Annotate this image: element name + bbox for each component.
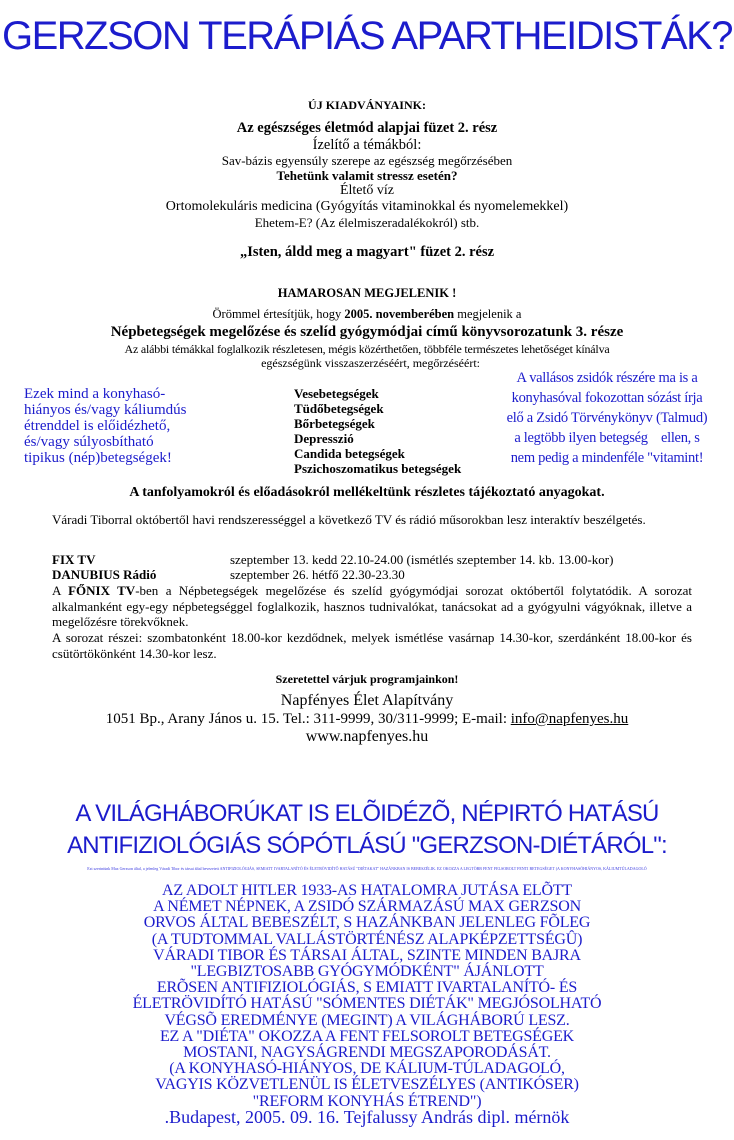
- statement-line: ERÕSEN ANTIFIZIOLÓGIÁS, S EMIATT IVARTALANÍTÓ- ÉS: [156, 979, 578, 997]
- topic-item: Éltető víz: [339, 183, 395, 198]
- page-title: GERZSON TERÁPIÁS APARTHEIDISTÁK?: [2, 14, 732, 58]
- annotation-left: [24, 386, 274, 466]
- signature: .Budapest, 2005. 09. 16. Tejfalussy András dipl. mérnök: [164, 1107, 570, 1127]
- publications-section: [0, 98, 734, 261]
- sampler-label: Ízelítő a témákból:: [312, 137, 422, 153]
- annotation-left-line: és/vagy súlyosbítható: [24, 434, 154, 450]
- annotation-right-line: elő a Zsidó Törvénykönyv (Talmud): [506, 410, 708, 426]
- statement-line: VÁRADI TIBOR ÉS TÁRSAI ÁLTAL, SZINTE MINDEN BAJRA: [153, 946, 581, 964]
- schedule-channel: FIX TV: [52, 552, 96, 567]
- schedule-time: szeptember 13. kedd 22.10-24.00 (ismétlés szeptember 14. kb. 13.00-kor): [230, 552, 614, 567]
- fonix-channel: FŐNIX TV: [68, 583, 136, 598]
- statement-line: (A TUDTOMMAL VALLÁSTÖRTÉNÉSZ ALAPKÉPZETTSÉGÛ): [151, 930, 583, 948]
- book-title: Népbetegségek megelőzése és szelíd gyógymódjai című könyvsorozatunk 3. része: [110, 324, 624, 340]
- statement-line: AZ ADOLT HITLER 1933-AS HATALOMRA JUTÁSA ELÕTT: [162, 882, 572, 899]
- annotation-right-line: A vallásos zsidók részére ma is a: [516, 370, 698, 386]
- courses-line: A tanfolyamokról és előadásokról mellékeltünk részletes tájékoztató anyagokat.: [129, 485, 605, 500]
- statement-block: [0, 880, 734, 1110]
- topic-item: Sav-bázis egyensúly szerepe az egészség megőrzésében: [221, 153, 513, 168]
- statement-line: VAGYIS KÖZVETLENÜL IS ÉLETVESZÉLYES (ANTIKÓSER): [155, 1076, 579, 1094]
- statement-line: (A KONYHASÓ-HIÁNYOS, DE KÁLIUM-TÚLADAGOLÓ,: [169, 1060, 565, 1078]
- statement-line: ORVOS ÁLTAL BEBESZÉLT, S HAZÁNKBAN JELENLEG FÕLEG: [143, 914, 591, 932]
- topic-item: Ehetem-E? (Az élelmiszeradalékokról) stb.: [254, 215, 480, 230]
- annotation-right-line: a legtöbb ilyen betegség ellen, s: [514, 430, 700, 446]
- annotation-left-line: étrenddel is előidézhető,: [24, 418, 171, 434]
- statement-line: VÉGSÕ EREDMÉNYE (MEGINT) A VILÁGHÁBORÚ LESZ.: [164, 1011, 570, 1029]
- disease-list: [294, 386, 461, 476]
- intro-line-2: egészségünk visszaszerzéséért, megőrzéséért:: [261, 356, 480, 370]
- disease-item: Tüdőbetegségek: [294, 401, 384, 416]
- fonix-paragraph: [52, 583, 692, 630]
- schedule-time: szeptember 26. hétfő 22.30-23.30: [230, 567, 405, 582]
- fonix-text: A: [52, 583, 69, 598]
- schedule-row: [52, 567, 613, 582]
- announce-pre: Örömmel értesítjük, hogy: [212, 307, 345, 321]
- disease-item: Candida betegségek: [294, 446, 405, 461]
- headline-line: A VILÁGHÁBORÚKAT IS ELÕIDÉZÕ, NÉPIRTÓ HATÁSÚ: [75, 800, 659, 827]
- schedule-channel: DANUBIUS Rádió: [52, 567, 157, 582]
- schedule-table: [52, 552, 613, 582]
- annotation-left-line: tipikus (nép)betegségek!: [24, 450, 172, 466]
- annotation-right: [480, 368, 734, 468]
- publications-heading: ÚJ KIADVÁNYAINK:: [308, 98, 426, 112]
- statement-line: "LEGBIZTOSABB GYÓGYMÓDKÉNT" ÁJÁNLOTT: [190, 963, 544, 981]
- upcoming-heading: HAMAROSAN MEGJELENIK !: [277, 286, 457, 300]
- statement-line: A NÉMET NÉPNEK, A ZSIDÓ SZÁRMAZÁSÚ MAX GERZSON: [153, 898, 581, 916]
- annotation-right-line: nem pedig a mindenféle "vitamint!: [510, 450, 704, 466]
- website-link[interactable]: www.napfenyes.hu: [305, 728, 429, 745]
- announce-post: megjelenik a: [454, 307, 522, 321]
- topic-item: Ortomolekuláris medicina (Gyógyítás vitaminokkal és nyomelemekkel): [165, 199, 569, 214]
- org-address: 1051 Bp., Arany János u. 15. Tel.: 311-9999, 30/311-9999; E-mail:: [105, 711, 511, 727]
- disease-item: Bőrbetegségek: [294, 416, 375, 431]
- tiny-caption: Ezt szerintünk Max Gerzson által, a jelenleg Váradi Tibor és társai által bevezetett ANTIFIZIOLÓGIÁS, SEMIATT IVARTALANÍTÓ ÉS ÉLETRÖVIDÍTŐ HATÁSÚ "DIÉTAKAT" HAZÁNKBAN IS BEBESZÉLIK. EZ OKOZZA A LEGTÖBB FENT FELSOROLT FENTI BETEGSÉGET (A KONYHASÓHIÁNYOS, KÁLIUMTÚLADAGOLÓ: [87, 866, 647, 871]
- email-link[interactable]: info@napfenyes.hu: [510, 711, 629, 727]
- disease-item: Depresszió: [294, 431, 354, 446]
- announce-line: [0, 307, 734, 321]
- headline-line: ANTIFIZIOLÓGIÁS SÓPÓTLÁSÚ "GERZSON-DIÉTÁRÓL":: [67, 832, 667, 859]
- tv-intro: Váradi Tiborral októbertől havi rendszerességgel a következő TV és rádió műsorokban lesz interaktív beszélgetés.: [52, 512, 646, 527]
- org-contact: [0, 710, 734, 728]
- org-name: Napfényes Élet Alapítvány: [280, 692, 454, 709]
- annotation-right-line: konyhasóval fokozottan sózást írja: [511, 390, 703, 406]
- schedule-row: [52, 552, 613, 567]
- disease-item: Vesebetegségek: [294, 386, 379, 401]
- intro-line-1: Az alábbi témákkal foglalkozik részletesen, mégis közérthetően, többféle természetes lehetőséget kínálva: [124, 342, 610, 356]
- fonix-text: -ben a Népbetegségek megelőzése és szelíd gyógymódjai sorozat októbertől folytatódik. A sorozat alkalmanként egy-egy népbetegséggel foglalkozik, hasznos tudnivalókat, tanácsokat ad a gyógyulni vágyóknak, illetve a megelőzésre törekvőknek.: [52, 583, 693, 629]
- series-paragraph: A sorozat részei: szombatonként 18.00-kor kezdődnek, melyek ismétlése vasárnap 14.30-kor, szerdánként 18.00-kor és csütörtökönként 14.30-kor lesz.: [52, 630, 692, 661]
- annotation-left-line: hiányos és/vagy káliumdús: [24, 402, 187, 418]
- topic-item: Tehetünk valamit stressz esetén?: [276, 168, 458, 183]
- statement-line: ÉLETRÖVIDÍTÓ HATÁSÚ "SÓMENTES DIÉTÁK" MEGJÓSOLHATÓ: [132, 995, 602, 1013]
- booklet2-title: „Isten, áldd meg a magyart" füzet 2. rész: [239, 244, 495, 260]
- booklet1-title: Az egészséges életmód alapjai füzet 2. rész: [236, 120, 498, 136]
- announce-date: 2005. novemberében: [344, 307, 455, 321]
- disease-item: Pszichoszomatikus betegségek: [294, 461, 462, 476]
- statement-line: "REFORM KONYHÁS ÉTREND"): [252, 1092, 482, 1110]
- statement-line: EZ A "DIÉTA" OKOZZA A FENT FELSOROLT BETEGSÉGEK: [159, 1027, 575, 1045]
- statement-line: MOSTANI, NAGYSÁGRENDI MEGSZAPORODÁSÁT.: [183, 1044, 551, 1062]
- closing-line: Szeretettel várjuk programjainkon!: [275, 672, 459, 686]
- annotation-left-line: Ezek mind a konyhasó-: [24, 386, 166, 402]
